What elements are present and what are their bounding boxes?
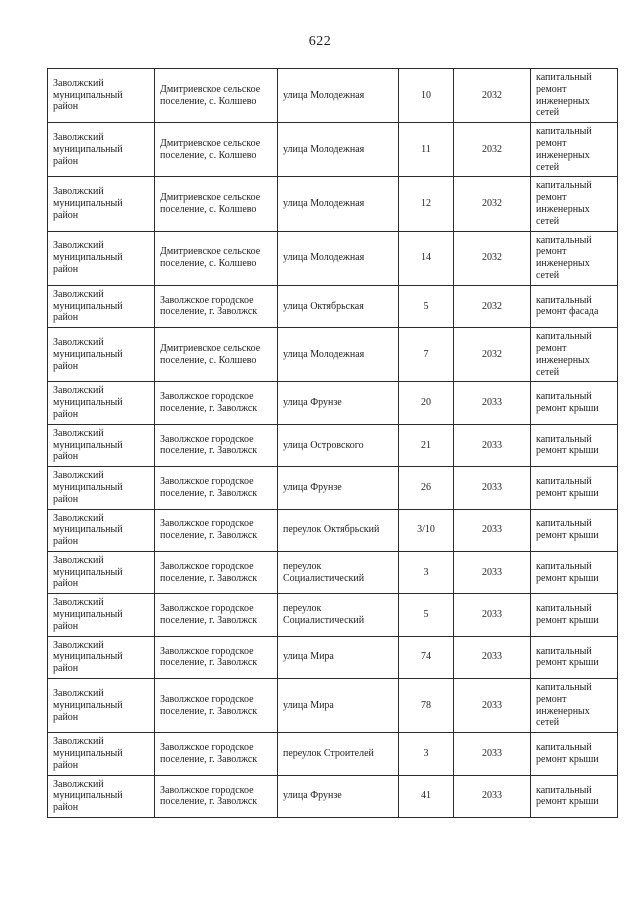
cell-settlement: Дмитриевское сельское поселение, с. Колшево (155, 231, 278, 285)
table-row (48, 424, 618, 466)
cell-street: улица Фрунзе (278, 775, 399, 817)
cell-street: улица Молодежная (278, 328, 399, 382)
cell-work-type: капитальный ремонт инженерных сетей (531, 177, 618, 231)
cell-street: улица Фрунзе (278, 382, 399, 424)
cell-district: Заволжский муниципальный район (48, 231, 155, 285)
cell-work-type: капитальный ремонт крыши (531, 636, 618, 678)
cell-house-number: 21 (399, 424, 454, 466)
cell-house-number: 5 (399, 285, 454, 327)
cell-house-number: 26 (399, 467, 454, 509)
cell-house-number: 3/10 (399, 509, 454, 551)
table-row (48, 679, 618, 733)
cell-year: 2033 (454, 509, 531, 551)
cell-district: Заволжский муниципальный район (48, 679, 155, 733)
cell-street: улица Островского (278, 424, 399, 466)
cell-district: Заволжский муниципальный район (48, 328, 155, 382)
cell-work-type: капитальный ремонт крыши (531, 775, 618, 817)
cell-house-number: 74 (399, 636, 454, 678)
cell-street: улица Октябрьская (278, 285, 399, 327)
cell-year: 2032 (454, 231, 531, 285)
cell-settlement: Заволжское городское поселение, г. Заволжск (155, 467, 278, 509)
cell-work-type: капитальный ремонт инженерных сетей (531, 231, 618, 285)
table-row (48, 285, 618, 327)
cell-street: улица Молодежная (278, 177, 399, 231)
cell-work-type: капитальный ремонт крыши (531, 551, 618, 593)
cell-house-number: 11 (399, 123, 454, 177)
cell-settlement: Заволжское городское поселение, г. Заволжск (155, 594, 278, 636)
cell-work-type: капитальный ремонт фасада (531, 285, 618, 327)
cell-district: Заволжский муниципальный район (48, 467, 155, 509)
cell-district: Заволжский муниципальный район (48, 509, 155, 551)
table-row (48, 177, 618, 231)
cell-house-number: 12 (399, 177, 454, 231)
cell-district: Заволжский муниципальный район (48, 69, 155, 123)
cell-settlement: Дмитриевское сельское поселение, с. Колшево (155, 69, 278, 123)
cell-settlement: Дмитриевское сельское поселение, с. Колшево (155, 328, 278, 382)
cell-work-type: капитальный ремонт инженерных сетей (531, 679, 618, 733)
cell-settlement: Заволжское городское поселение, г. Заволжск (155, 509, 278, 551)
cell-street: улица Мира (278, 679, 399, 733)
cell-work-type: капитальный ремонт крыши (531, 594, 618, 636)
cell-settlement: Заволжское городское поселение, г. Заволжск (155, 551, 278, 593)
cell-district: Заволжский муниципальный район (48, 775, 155, 817)
cell-year: 2033 (454, 424, 531, 466)
cell-year: 2033 (454, 775, 531, 817)
repair-table-body (48, 69, 618, 818)
cell-street: переулок Октябрьский (278, 509, 399, 551)
cell-settlement: Дмитриевское сельское поселение, с. Колшево (155, 123, 278, 177)
cell-house-number: 10 (399, 69, 454, 123)
table-row (48, 467, 618, 509)
cell-work-type: капитальный ремонт инженерных сетей (531, 69, 618, 123)
table-row (48, 551, 618, 593)
cell-street: переулок Строителей (278, 733, 399, 775)
cell-settlement: Заволжское городское поселение, г. Заволжск (155, 679, 278, 733)
page-number: 622 (308, 34, 332, 49)
cell-year: 2032 (454, 69, 531, 123)
cell-street: переулок Социалистический (278, 594, 399, 636)
cell-street: улица Молодежная (278, 123, 399, 177)
table-row (48, 328, 618, 382)
cell-district: Заволжский муниципальный район (48, 424, 155, 466)
cell-year: 2032 (454, 123, 531, 177)
table-row (48, 509, 618, 551)
cell-house-number: 78 (399, 679, 454, 733)
cell-house-number: 3 (399, 551, 454, 593)
table-row (48, 123, 618, 177)
cell-district: Заволжский муниципальный район (48, 382, 155, 424)
capital-repair-table (47, 68, 618, 818)
table-row (48, 636, 618, 678)
cell-year: 2033 (454, 382, 531, 424)
cell-year: 2033 (454, 636, 531, 678)
cell-district: Заволжский муниципальный район (48, 177, 155, 231)
cell-work-type: капитальный ремонт инженерных сетей (531, 123, 618, 177)
cell-work-type: капитальный ремонт крыши (531, 733, 618, 775)
cell-work-type: капитальный ремонт инженерных сетей (531, 328, 618, 382)
cell-year: 2033 (454, 594, 531, 636)
cell-work-type: капитальный ремонт крыши (531, 467, 618, 509)
cell-street: улица Молодежная (278, 69, 399, 123)
cell-work-type: капитальный ремонт крыши (531, 382, 618, 424)
cell-street: переулок Социалистический (278, 551, 399, 593)
cell-year: 2033 (454, 733, 531, 775)
cell-street: улица Фрунзе (278, 467, 399, 509)
table-row (48, 594, 618, 636)
table-row (48, 775, 618, 817)
cell-district: Заволжский муниципальный район (48, 594, 155, 636)
cell-settlement: Заволжское городское поселение, г. Заволжск (155, 382, 278, 424)
cell-year: 2032 (454, 285, 531, 327)
cell-house-number: 41 (399, 775, 454, 817)
cell-street: улица Молодежная (278, 231, 399, 285)
cell-district: Заволжский муниципальный район (48, 551, 155, 593)
cell-settlement: Заволжское городское поселение, г. Заволжск (155, 285, 278, 327)
cell-settlement: Заволжское городское поселение, г. Заволжск (155, 775, 278, 817)
cell-house-number: 20 (399, 382, 454, 424)
cell-street: улица Мира (278, 636, 399, 678)
cell-settlement: Заволжское городское поселение, г. Заволжск (155, 733, 278, 775)
cell-year: 2032 (454, 177, 531, 231)
table-row (48, 231, 618, 285)
cell-house-number: 7 (399, 328, 454, 382)
cell-year: 2032 (454, 328, 531, 382)
cell-house-number: 14 (399, 231, 454, 285)
table-row (48, 733, 618, 775)
cell-year: 2033 (454, 467, 531, 509)
table-row (48, 69, 618, 123)
cell-year: 2033 (454, 679, 531, 733)
cell-house-number: 3 (399, 733, 454, 775)
cell-district: Заволжский муниципальный район (48, 285, 155, 327)
cell-work-type: капитальный ремонт крыши (531, 424, 618, 466)
cell-district: Заволжский муниципальный район (48, 636, 155, 678)
table-row (48, 382, 618, 424)
cell-year: 2033 (454, 551, 531, 593)
cell-district: Заволжский муниципальный район (48, 733, 155, 775)
cell-district: Заволжский муниципальный район (48, 123, 155, 177)
cell-work-type: капитальный ремонт крыши (531, 509, 618, 551)
cell-settlement: Заволжское городское поселение, г. Заволжск (155, 636, 278, 678)
cell-settlement: Дмитриевское сельское поселение, с. Колшево (155, 177, 278, 231)
cell-house-number: 5 (399, 594, 454, 636)
cell-settlement: Заволжское городское поселение, г. Заволжск (155, 424, 278, 466)
